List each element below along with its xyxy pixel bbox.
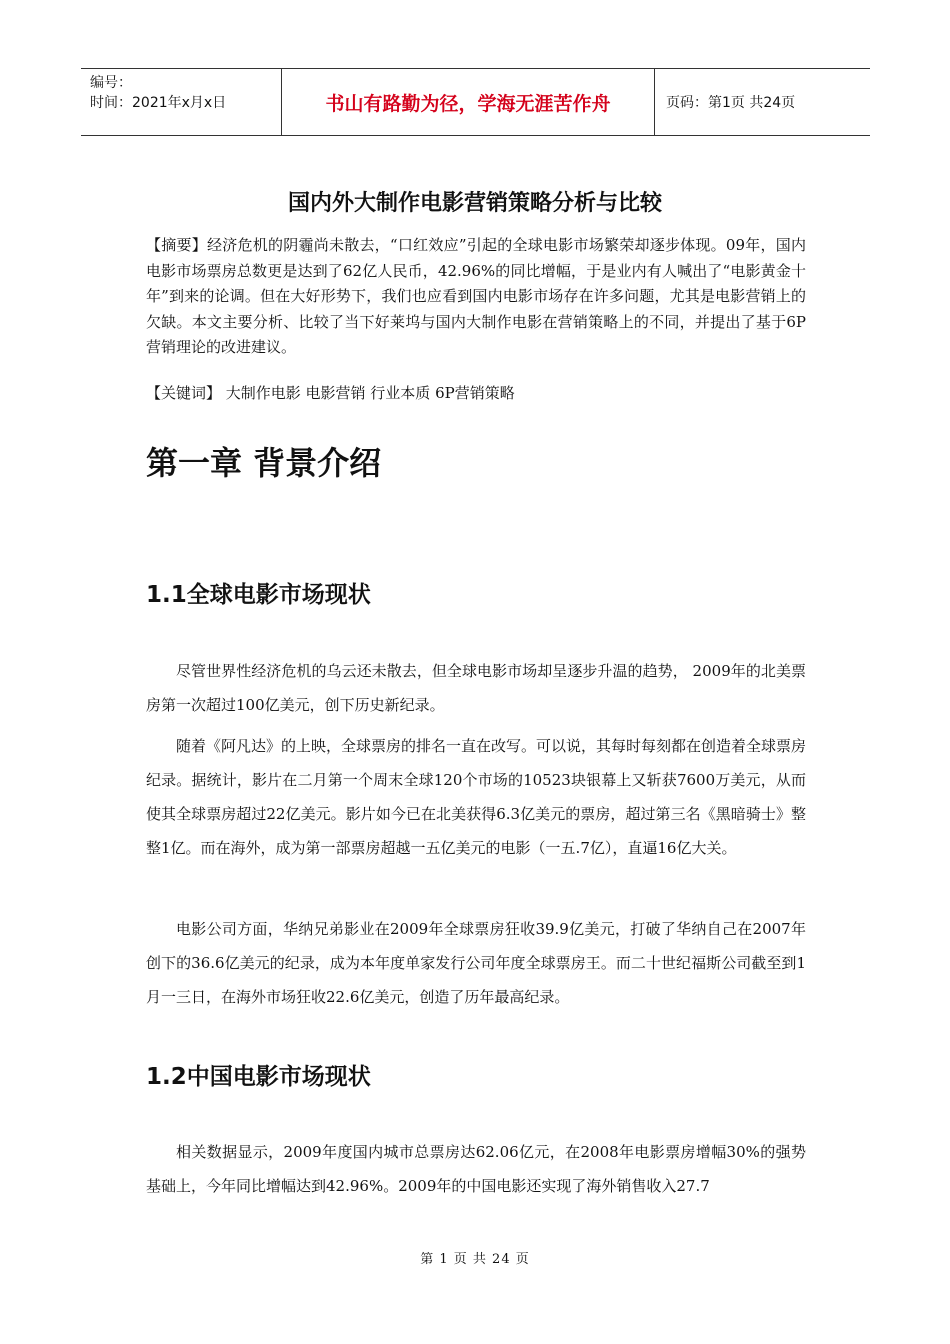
section-title-china-market: 1.2中国电影市场现状: [146, 1064, 371, 1090]
paragraph: 电影公司方面，华纳兄弟影业在2009年全球票房狂收39.9亿美元，打破了华纳自己在2007年创下的36.6亿美元的纪录，成为本年度单家发行公司年度全球票房王。而二十世纪福斯公司截至到1月一三日，在海外市场狂收22.6亿美元，创造了历年最高纪录。: [146, 920, 806, 1006]
paragraph: 尽管世界性经济危机的乌云还未散去，但全球电影市场却呈逐步升温的趋势， 2009年的北美票房第一次超过100亿美元，创下历史新纪录。: [146, 662, 806, 714]
chapter-title: 第一章 背景介绍: [146, 444, 382, 482]
section-title-global-market: 1.1全球电影市场现状: [146, 582, 371, 608]
paragraph: 相关数据显示，2009年度国内城市总票房达62.06亿元，在2008年电影票房增幅30%的强势基础上，今年同比增幅达到42.96%。2009年的中国电影还实现了海外销售收入27.7: [146, 1143, 806, 1195]
keywords: 【关键词】 大制作电影 电影营销 行业本质 6P营销策略: [146, 384, 515, 402]
header-motto: 书山有路勤为径，学海无涯苦作舟: [281, 69, 655, 135]
header-page-info: 页码：第1页 共24页: [666, 95, 796, 111]
abstract: 【摘要】经济危机的阴霾尚未散去，“口红效应”引起的全球电影市场繁荣却逐步体现。09年，国内电影市场票房总数更是达到了62亿人民币，42.96%的同比增幅，于是业内有人喊出了“电影黄金十年”到来的论调。但在大好形势下，我们也应看到国内电影市场存在许多问题，尤其是电影营销上的欠缺。本文主要分析、比较了当下好莱坞与国内大制作电影在营销策略上的不同，并提出了基于6P营销理论的改进建议。: [146, 236, 806, 356]
time-label: 时间：2021年x月x日: [90, 95, 227, 111]
header-meta: [81, 69, 281, 135]
number-label: 编号：: [90, 75, 132, 91]
paragraph: 随着《阿凡达》的上映，全球票房的排名一直在改写。可以说，其每时每刻都在创造着全球票房纪录。据统计，影片在二月第一个周末全球120个市场的10523块银幕上又斩获7600万美元，从而使其全球票房超过22亿美元。影片如今已在北美获得6.3亿美元的票房，超过第三名《黑暗骑士》整整1亿。而在海外，成为第一部票房超越一五亿美元的电影（一五.7亿），直逼16亿大关。: [146, 737, 807, 857]
page-footer: 第 1 页 共 24 页: [420, 1252, 530, 1267]
document-title: 国内外大制作电影营销策略分析与比较: [287, 191, 662, 216]
page-header: [81, 68, 870, 136]
